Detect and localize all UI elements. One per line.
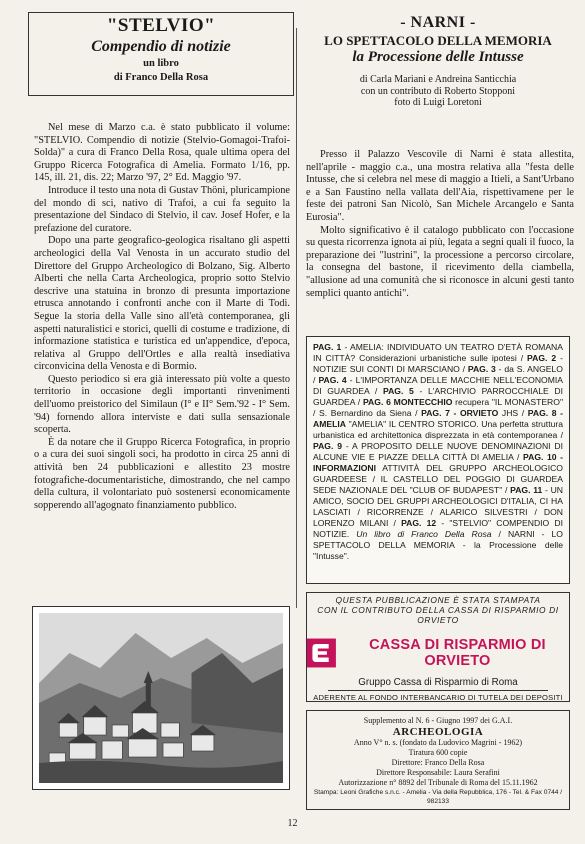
narni-subtitle-italic: la Processione delle Intusse (352, 49, 524, 65)
stelvio-header (28, 12, 294, 96)
narni-header (300, 12, 576, 130)
masthead-box (306, 710, 570, 810)
narni-paragraph: Presso il Palazzo Vescovile di Narni è stata allestita, nell'aprile - maggio c.a., una mostra relativa alla "festa delle Intusse, che si celebra nel mese di maggio a Itieli, a Sant'Urbano e a San Faustino nella vallata dell'Aia, rispettivamene per le feste dei patroni San Nicolò, San Michele Arcangelo e Santa Eurosia". (306, 149, 574, 223)
table-of-contents (306, 336, 570, 584)
narni-credits (300, 74, 576, 109)
toc-entry: PAG. 4 - L'IMPORTANZA DELLE MACCHIE NELL'ECONOMIA DI GUARDEA / (313, 375, 563, 396)
stelvio-paragraph: È da notare che il Gruppo Ricerca Fotografica, in proprio o a cura dei suoi singoli soci, ha prodotto in circa 25 anni di attività ben 24 pubblicazioni e allestito 23 mostre fotografiche-documentaristiche, dimostrando, che nel campo della cultura, il volontariato può sostenersi economicamente sopperendo all'agognato finanziamento pubblico. (34, 436, 290, 511)
left-column (28, 12, 294, 810)
sponsor-divider (328, 690, 548, 691)
stelvio-paragraph: Introduce il testo una nota di Gustav Thöni, pluricampione del mondo di sci, nativo di Trafoi, a cui fa seguito la presentazione del Sindaco di Stelvio, il cav. Josef Hofer, e la prefazione del curatore. (34, 184, 290, 234)
narni-credit-line: con un contributo di Roberto Stopponi (360, 85, 516, 97)
masthead-print-run: Tiratura 600 copie (408, 748, 468, 757)
masthead-supplement: Supplemento al N. 6 - Giugno 1997 dei G.A.I. (363, 716, 513, 725)
toc-entry: PAG. 9 - A PROPOSITO DELLE NUOVE DENOMINAZIONI DI ALCUNE VIE E PIAZZE DELLA CITTÀ DI AMELIA / (313, 441, 563, 462)
toc-entry: PAG. 1 - AMELIA: INDIVIDUATO UN TEATRO D'ETÀ ROMANA IN CITTÀ? Considerazioni urbanistiche sulle ipotesi / (313, 342, 563, 363)
toc-entry: PAG. 10 - INFORMAZIONI ATTIVITÀ DEL GRUPPO ARCHEOLOGICO GUARDEESE / IL CASTELLO DEL POGGIO DI GUARDEA SEDE NAZIONALE DEL "CLUB OF BUDAPEST" / (313, 452, 563, 495)
sponsor-note-1: QUESTA PUBBLICAZIONE È STATA STAMPATA (335, 595, 541, 605)
bank-group: Gruppo Cassa di Risparmio di Roma (358, 677, 518, 688)
toc-italic-tail: Un libro di Franco Della Rosa (356, 529, 492, 539)
toc-entry: PAG. 5 - L'ARCHIVIO PARROCCHIALE DI GUARDEA / (313, 386, 564, 407)
toc-entry: PAG. 7 - ORVIETO JHS / (421, 408, 528, 418)
toc-entry: PAG. 6 MONTECCHIO recupera "IL MONASTERO" / S. Bernardino da Siena / (313, 397, 563, 418)
sponsor-note-2: CON IL CONTRIBUTO DELLA CASSA DI RISPARMIO DI ORVIETO (317, 605, 559, 625)
masthead-director: Direttore: Franco Della Rosa (391, 758, 485, 767)
narni-credit-line: di Carla Mariani e Andreina Santicchia (359, 74, 517, 85)
stelvio-paragraph: Dopo una parte geografico-geologica risaltano gli aspetti archeologici della Val Venosta in un accurato studio del Direttore del Gruppo Archeologico di Bolzano, Sig. Alberto Alberti che nella Carta Archeologica, proprio sotto Stelvio descrive una statuina in bronzo di presunta importazione etrusca annotando i confronti anche con il Marte di Todi. Segue la storia della Valle sino all'età contemporanea, gli aspetti naturalistici e storici, quelli di costume e tradizione, di informazione statistica e turistica ed un'appendice, d'epoca, relativa al Gruppo dell'Ortles e alla realtà insediativa circonvicina della Venosta e di Bormio. (34, 235, 290, 373)
toc-entry: PAG. 12 - "STELVIO" COMPENDIO DI NOTIZIE. (313, 518, 563, 539)
village-photo-image (39, 613, 283, 783)
bank-name: CASSA DI RISPARMIO DI ORVIETO (369, 637, 546, 669)
narni-credit-line: foto di Luigi Loretoni (394, 97, 482, 108)
column-divider (296, 28, 297, 608)
stelvio-paragraph: Questo periodico si era già interessato più volte a questo territorio in occasione degli importanti rinvenimenti dell'uomo preistorico del Similaun (I° e II° Sem.'92 - I° Sem. '94) fornendo allora interviste e dati sulla sensazionale scoperta. (34, 373, 290, 436)
toc-plain-tail: / NARNI - LO SPETTACOLO DELLA MEMORIA - la Processione delle "Intusse". (313, 529, 563, 561)
masthead-name: ARCHEOLOGIA (392, 726, 484, 738)
stelvio-byline-2: di Franco Della Rosa (113, 72, 209, 83)
masthead-authorization: Autorizzazione n° 8892 del Tribunale di Roma del 15.11.1962 (338, 778, 538, 787)
narni-title: - NARNI - (400, 14, 476, 31)
toc-entry: PAG. 8 - AMELIA "AMELIA" IL CENTRO STORICO. Una perfetta struttura urbanistica ed architettonica disprezzata in età contemporanea / (313, 408, 563, 440)
stelvio-title: "STELVIO" (106, 15, 216, 36)
stelvio-subtitle: Compendio di notizie (91, 38, 231, 55)
bank-adherent: ADERENTE AL FONDO INTERBANCARIO DI TUTELA DEI DEPOSITI (313, 693, 563, 702)
mountain-village-photo (32, 606, 290, 790)
masthead-printer: Stampa: Leoni Grafiche s.n.c. - Amelia - Via della Repubblica, 176 - Tel. & Fax 0744 / 982133 (313, 789, 563, 805)
narni-article (300, 130, 576, 336)
page-number: 12 (287, 818, 298, 829)
bank-logo-row (307, 637, 569, 669)
toc-entry: PAG. 3 - da S. ANGELO / (313, 364, 563, 385)
toc-entry: PAG. 2 - NOTIZIE SUI CONTI DI MARSCIANO / (313, 353, 563, 374)
masthead-responsible: Direttore Responsabile: Laura Serafini (376, 768, 500, 777)
right-column (300, 12, 576, 810)
stelvio-byline-1: un libro (143, 58, 179, 69)
toc-entry: PAG. 11 - UN AMICO, SOCIO DEL GRUPPI ARCHEOLOGICI D'ITALIA, CI HA LASCIATI / RICORRENZE / ALARICO SILVESTRI / DON LORENZO MILANI / (313, 485, 563, 528)
stelvio-article (28, 96, 294, 606)
bank-logo-icon (307, 637, 336, 669)
narni-subtitle: LO SPETTACOLO DELLA MEMORIA (324, 33, 552, 48)
masthead-year: Anno V° n. s. (fondato da Ludovico Magrini - 1962) (353, 738, 523, 747)
narni-paragraph: Molto significativo è il catalogo pubblicato con l'occasione su questa ricorrenza ignota ai più, legata a segni quali il fuoco, la preparazione dei "lustrini", la processione a percorso circolare, la consegna del bastone, il ricevimento della ciambella, "allusione ad una comunità che si riconosce in alcuni gesti tanto semplici quanto antichi". (306, 224, 574, 299)
stelvio-paragraph: Nel mese di Marzo c.a. è stato pubblicato il volume: "STELVIO. Compendio di notizie (Stelvio-Gomagoi-Trafoi-Solda)" a cura di Franco Della Rosa, quale ultima opera del Gruppo Ricerca Fotografica di Amelia. Formato 1/16, pp. 145, ill. 21, dis. 22; Marzo '97, 2° Ed. Maggio '97. (34, 122, 290, 184)
sponsor-box (306, 592, 570, 702)
